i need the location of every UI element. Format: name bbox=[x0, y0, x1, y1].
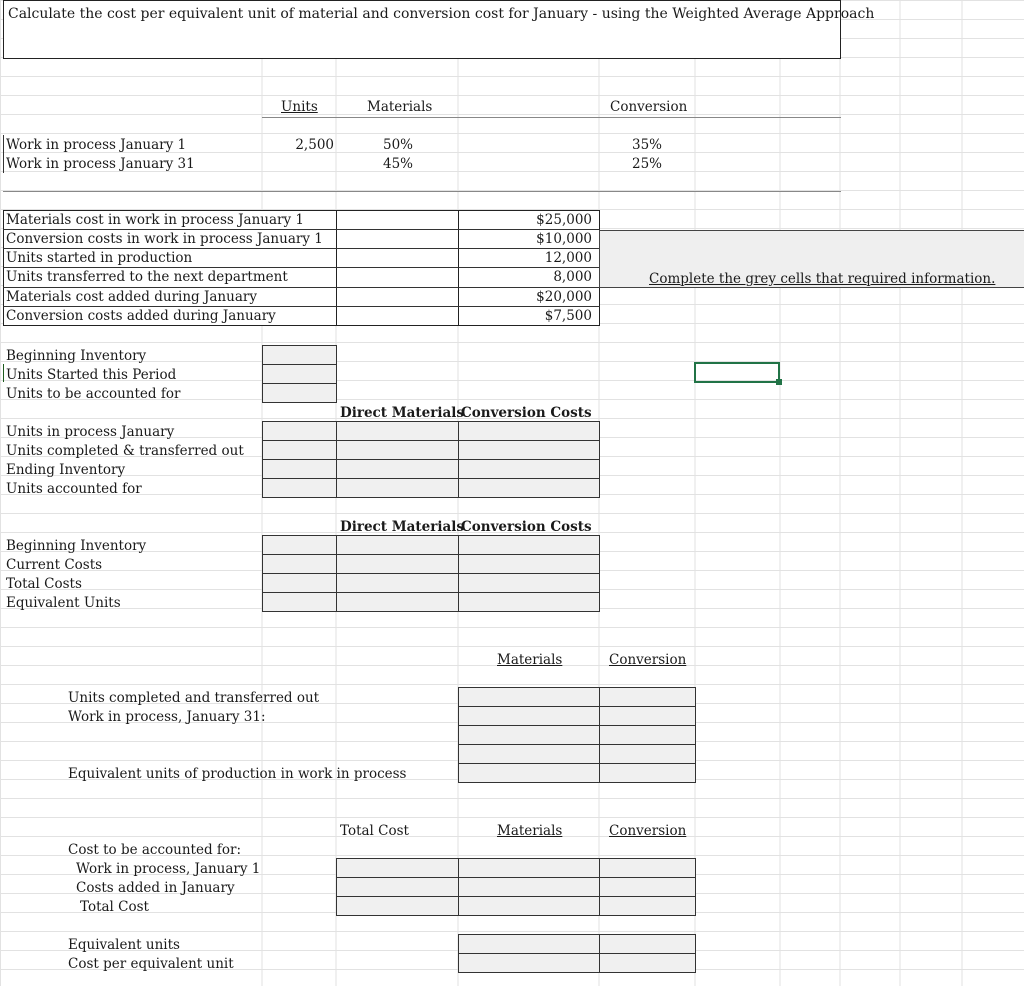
cost-acct-row-label: Costs added in January bbox=[76, 880, 235, 896]
input-cell[interactable] bbox=[336, 858, 459, 878]
units-header: Units bbox=[281, 99, 318, 115]
page-title: Calculate the cost per equivalent unit of material and conversion cost for January - using the Weighted Average Approach bbox=[8, 6, 875, 22]
cost-row-label: Materials cost added during January bbox=[6, 289, 257, 305]
input-cell[interactable] bbox=[336, 554, 459, 574]
input-cell[interactable] bbox=[599, 687, 696, 707]
equiv-row-label: Units completed and transferred out bbox=[68, 690, 320, 706]
input-cell[interactable] bbox=[458, 478, 600, 498]
input-cell[interactable] bbox=[458, 421, 600, 441]
input-cell[interactable] bbox=[262, 573, 337, 593]
input-cell[interactable] bbox=[262, 383, 337, 403]
input-cell[interactable] bbox=[458, 934, 600, 954]
input-cell[interactable] bbox=[458, 459, 600, 479]
input-cell[interactable] bbox=[262, 478, 337, 498]
input-cell[interactable] bbox=[262, 421, 337, 441]
wip-jan31-materials[interactable]: 45% bbox=[382, 156, 413, 172]
cost-row-label: Units started in production bbox=[6, 250, 193, 266]
input-cell[interactable] bbox=[458, 858, 600, 878]
input-cell[interactable] bbox=[262, 459, 337, 479]
input-cell[interactable] bbox=[599, 858, 696, 878]
input-cell[interactable] bbox=[336, 877, 459, 897]
cost-conversion-header: Conversion bbox=[609, 823, 687, 839]
input-cell[interactable] bbox=[458, 706, 600, 726]
wip-jan31-label: Work in process January 31 bbox=[6, 156, 195, 172]
input-cell[interactable] bbox=[336, 592, 459, 612]
input-cell[interactable] bbox=[599, 953, 696, 973]
input-cell[interactable] bbox=[336, 573, 459, 593]
equiv-materials-header: Materials bbox=[497, 652, 563, 668]
per-unit-row-label: Cost per equivalent unit bbox=[68, 956, 234, 972]
per-unit-row-label: Equivalent units bbox=[68, 937, 180, 953]
costs-row-label: Equivalent Units bbox=[6, 595, 121, 611]
input-cell[interactable] bbox=[599, 896, 696, 916]
wip-jan1-materials[interactable]: 50% bbox=[382, 137, 413, 153]
accounted-row-label: Ending Inventory bbox=[6, 462, 126, 478]
input-cell[interactable] bbox=[336, 478, 459, 498]
input-cell[interactable] bbox=[336, 896, 459, 916]
wip-jan1-label: Work in process January 1 bbox=[6, 137, 187, 153]
input-cell[interactable] bbox=[262, 345, 337, 365]
input-cell[interactable] bbox=[458, 725, 600, 745]
costs-row-label: Total Costs bbox=[6, 576, 82, 592]
header-rule bbox=[262, 117, 841, 118]
units-row-label: Units Started this Period bbox=[6, 367, 177, 383]
accounted-row-label: Units in process January bbox=[6, 424, 175, 440]
wip-jan1-units[interactable]: 2,500 bbox=[295, 137, 334, 153]
materials-header: Materials bbox=[367, 99, 433, 115]
wip-jan1-conversion[interactable]: 35% bbox=[631, 137, 662, 153]
note-text: Complete the grey cells that required information. bbox=[649, 271, 996, 287]
costs-row-label: Current Costs bbox=[6, 557, 103, 573]
total-cost-header: Total Cost bbox=[340, 823, 409, 839]
input-cell[interactable] bbox=[458, 687, 600, 707]
cost-acct-row-label: Work in process, January 1 bbox=[76, 861, 261, 877]
units-row-label: Beginning Inventory bbox=[6, 348, 147, 364]
input-cell[interactable] bbox=[458, 953, 600, 973]
cost-row-value[interactable]: $25,000 bbox=[536, 212, 592, 228]
input-cell[interactable] bbox=[336, 459, 459, 479]
input-cell[interactable] bbox=[262, 554, 337, 574]
accounted-row-label: Units accounted for bbox=[6, 481, 142, 497]
cc-header: Conversion Costs bbox=[461, 405, 592, 421]
costs-row-label: Beginning Inventory bbox=[6, 538, 147, 554]
input-cell[interactable] bbox=[262, 592, 337, 612]
cost-row-label: Conversion costs added during January bbox=[6, 308, 276, 324]
input-cell[interactable] bbox=[599, 706, 696, 726]
fill-handle[interactable] bbox=[776, 379, 782, 385]
cc-header: Conversion Costs bbox=[461, 519, 592, 535]
cost-row-label: Conversion costs in work in process January 1 bbox=[6, 231, 323, 247]
input-cell[interactable] bbox=[336, 535, 459, 555]
equiv-row-label: Work in process, January 31: bbox=[68, 709, 266, 725]
cost-row-value[interactable]: $7,500 bbox=[544, 308, 592, 324]
cost-row-value[interactable]: 12,000 bbox=[544, 250, 592, 266]
accounted-row-label: Units completed & transferred out bbox=[6, 443, 244, 459]
wip-jan31-conversion[interactable]: 25% bbox=[631, 156, 662, 172]
cost-row-label: Materials cost in work in process January 1 bbox=[6, 212, 304, 228]
input-cell[interactable] bbox=[458, 535, 600, 555]
wip-rule bbox=[3, 191, 841, 192]
cost-row-label: Units transferred to the next department bbox=[6, 269, 288, 285]
cost-row-value[interactable]: $10,000 bbox=[536, 231, 592, 247]
cost-row-value[interactable]: 8,000 bbox=[553, 269, 592, 285]
cost-materials-header: Materials bbox=[497, 823, 563, 839]
input-cell[interactable] bbox=[458, 877, 600, 897]
input-cell[interactable] bbox=[262, 535, 337, 555]
input-cell[interactable] bbox=[336, 421, 459, 441]
input-cell[interactable] bbox=[599, 934, 696, 954]
input-cell[interactable] bbox=[262, 364, 337, 384]
input-cell[interactable] bbox=[458, 440, 600, 460]
input-cell[interactable] bbox=[599, 877, 696, 897]
dm-header: Direct Materials bbox=[340, 519, 464, 535]
selected-cell[interactable] bbox=[694, 362, 780, 383]
input-cell[interactable] bbox=[458, 896, 600, 916]
equiv-conversion-header: Conversion bbox=[609, 652, 687, 668]
equiv-total-label: Equivalent units of production in work in process bbox=[68, 766, 407, 782]
dm-header: Direct Materials bbox=[340, 405, 464, 421]
input-cell[interactable] bbox=[336, 440, 459, 460]
input-cell[interactable] bbox=[458, 744, 600, 764]
input-cell[interactable] bbox=[458, 573, 600, 593]
input-cell[interactable] bbox=[458, 554, 600, 574]
input-cell[interactable] bbox=[458, 763, 600, 783]
units-row-label: Units to be accounted for bbox=[6, 386, 181, 402]
cost-acct-heading: Cost to be accounted for: bbox=[68, 842, 242, 858]
wip-left-border bbox=[3, 135, 4, 173]
input-cell[interactable] bbox=[599, 744, 696, 764]
input-cell[interactable] bbox=[599, 725, 696, 745]
cost-row-value[interactable]: $20,000 bbox=[536, 289, 592, 305]
conversion-header: Conversion bbox=[610, 99, 688, 115]
input-cell[interactable] bbox=[599, 763, 696, 783]
cost-acct-row-label: Total Cost bbox=[80, 899, 149, 915]
input-cell[interactable] bbox=[458, 592, 600, 612]
cost-mid-col bbox=[336, 210, 459, 326]
input-cell[interactable] bbox=[262, 440, 337, 460]
